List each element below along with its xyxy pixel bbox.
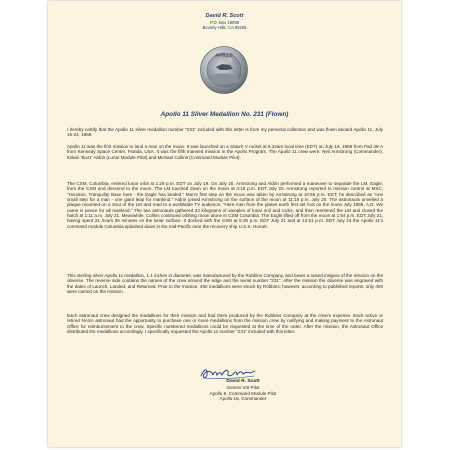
closing-line-1: Gemini VIII Pilot [226, 385, 260, 390]
closing-line-3: Apollo 15, Commander [219, 396, 267, 402]
paragraph-mission: Apollo 11 was the first mission to land a man on the moon. It was launched on a Saturn V rocket at 9.32am local time (EDT) on July 16, 1969 from Pad 39-A from Kennedy Space Center, Florida, USA. It was the fifth manned mission in the Apollo Program. The Apollo 11 crew were: Neil Armstrong (Commander), Edwin 'Buzz' Aldrin (Lunar Module Pilot) and Michael Collins (Command Module Pilot). [67, 144, 383, 160]
letterhead-name: David R. Scott [205, 13, 244, 19]
paragraph-medallion: This sterling silver Apollo 11 medallion, 1.1 inches in diameter, was manufactured by the Robbins Company, and bears a raised insignia of the mission on the obverse. The reverse side contains the names of the crew around the edge and the serial number "231". After the mission the obverse was engraved with the dates of Launch, Landed, and Returned. Prior to the mission, 450 medallions were struck by Robbins; however, according to published reports, only 400 were carried on the mission. [67, 273, 383, 295]
closing-line-2: Apollo 9, Command Module Pilot [209, 390, 277, 396]
paragraph-landing: The CSM, Columbia, entered lunar orbit at 1:28 p.m. EDT on July 19. On July 20, Armstrong and Aldrin performed a maneuver to separate the LM, Eagle, from the CSM and descend to the moon. The LM touched down on the moon at 4:18 p.m. EDT July 20. Armstrong reported to mission control at MSC, "Houston, Tranquility Base here - the Eagle has landed." Man's first step on the moon was taken by Armstrong at 10:56 p.m. EDT; he described as "one small step for a man - one giant leap for mankind." Aldrin joined Armstrong on the surface of the moon at 11:15 p.m. July 20. The astronauts unveiled a plaque mounted on a strut of the LM and read to a worldwide TV audience, "Here men from the planet earth first set foot on the moon July 1969, A.D. We came in peace for all mankind." The two astronauts gathered 22 kilograms of samples of lunar soil and rocks, and then reentered the LM and closed the hatch at 1:11 a.m. July 21. Meanwhile, Collins continued orbiting moon alone in CSM Columbia. The Eagle lifted off from the moon at 1:54 p.m. EDT July 21, having spent 21 hours 36 minutes on the lunar surface. It docked with the CSM at 5:35 p.m. EDT July 21 and at 12:51 p.m. EDT July 24 the Apollo 11's command module Columbia splashed down in the mid-Pacific near the recovery ship U.S.S. Hornet. [67, 181, 383, 229]
letter-title: Apollo 11 Silver Medallion No. 231 (Flown) [160, 111, 289, 118]
medallion-inscription: APOLLO [215, 52, 233, 58]
closing-name: David R. Scott [226, 379, 260, 384]
letter-sheet [48, 1, 401, 447]
paragraph-distribution: Each astronaut crew designed the medallions for their mission and had them produced by the Robbins Company at the crew's expense. Each active or retired NASA astronaut had the opportunity to purchase one or more medallions from the mission crew by notifying and making payment to the Astronaut Office for reimbursement to the crew. Specific numbered medallions could be requested at the time of the order. After the mission, the Astronaut Office distributed the medallions accordingly. I specifically requested the Apollo 11 number "231" included with this letter. [67, 313, 383, 335]
letterhead-address-line-2: Beverly Hills, CA 90209 [202, 25, 247, 30]
medallion-image [200, 46, 248, 94]
closing-block [173, 379, 313, 402]
letterhead-address-line-1: P.O. Box 18098 [209, 20, 240, 25]
paragraph-certification: I hereby certify that the Apollo 11 silver medallion number "231" included with this letter is from my personal collection and was flown aboard Apollo 11, July 16-24, 1969. [67, 127, 383, 138]
letterhead [48, 13, 401, 30]
